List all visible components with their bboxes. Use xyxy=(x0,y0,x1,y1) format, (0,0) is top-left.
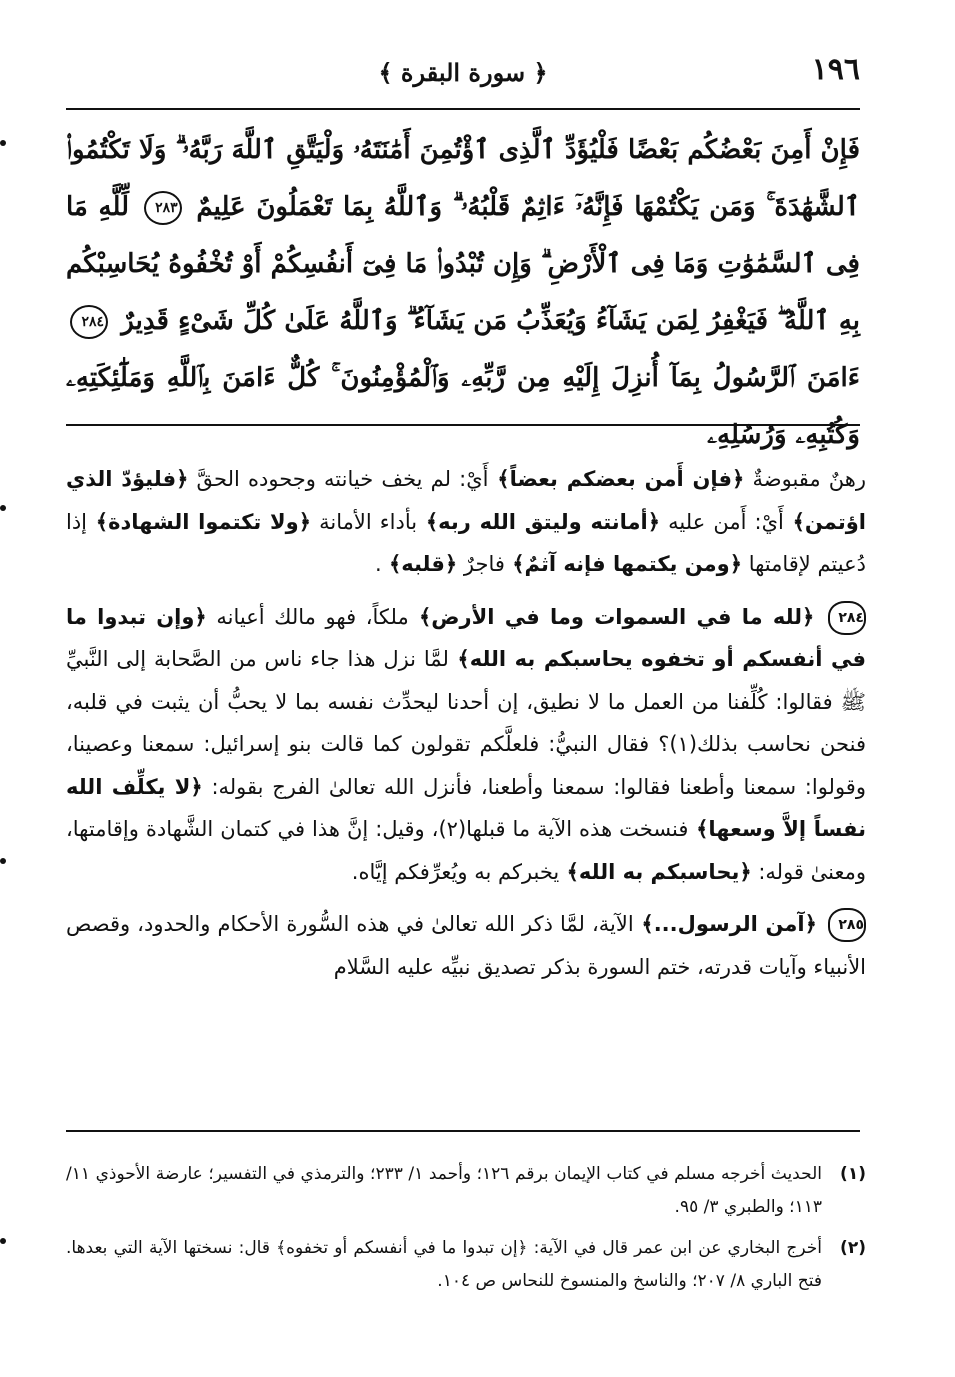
header-rule xyxy=(66,108,860,110)
footnotes xyxy=(66,1158,866,1306)
commentary-quote: ﴿أمانته وليتق الله ربه﴾ xyxy=(425,509,661,534)
commentary-text: بأداء الأمانة xyxy=(319,509,418,534)
quran-text xyxy=(66,122,860,450)
commentary-quote: ﴿قلبه﴾ xyxy=(388,552,458,576)
commentary-text: إذا دُعيتم لإقامتها xyxy=(66,509,866,576)
commentary-quote: ﴿ومن يكتمها فإنه آثمٌ﴾ xyxy=(512,552,743,576)
footnote-number: (٢) xyxy=(840,1238,866,1258)
footnote-number: (١) xyxy=(840,1164,866,1184)
commentary-paragraph xyxy=(66,458,866,586)
commentary-quote: ﴿لله ما في السموات وما في الأرض﴾ xyxy=(419,604,815,629)
commentary-text: الآية، لمَّا ذكر الله تعالىٰ في هذه السُّورة الأحكام والحدود، وقصص الأنبياء وآيات قدرته، ختم السورة بذكر تصديق نبيِّه عليه السَّلام xyxy=(66,912,866,979)
commentary-quote: ﴿وإن تبدوا ما في أنفسكم أو تخفوه يحاسبكم به الله﴾ xyxy=(66,604,866,671)
quran-segment: لِّلَّهِ مَا فِى ٱلسَّمَٰوَٰتِ وَمَا فِى ٱلْأَرْضِ ۗ وَإِن تُبْدُوا۟ مَا فِىٓ أَنفُسِكُمْ أَوْ تُخْفُوهُ يُحَاسِبْكُم بِهِ ٱللَّهُ ۖ فَيَغْفِرُ لِمَن يَشَآءُ وَيُعَذِّبُ مَن يَشَآءُ ۗ وَٱللَّهُ عَلَىٰ كُلِّ شَىْءٍ قَدِيرٌ xyxy=(66,192,860,336)
quran-segment: فَإِنْ أَمِنَ بَعْضُكُم بَعْضًا فَلْيُؤَدِّ ٱلَّذِى ٱؤْتُمِنَ أَمَٰنَتَهُۥ وَلْيَتَّقِ ٱللَّهَ رَبَّهُۥ ۗ وَلَا تَكْتُمُوا۟ ٱلشَّهَٰدَةَ ۚ وَمَن يَكْتُمْهَا فَإِنَّهُۥٓ ءَاثِمٌ قَلْبُهُۥ ۗ وَٱللَّهُ بِمَا تَعْمَلُونَ عَلِيمٌ xyxy=(66,135,860,222)
verse-number-marker: ٢٨٤ xyxy=(70,305,108,339)
surah-title: ﴿ سورة البقرة ﴾ xyxy=(378,58,548,87)
footnote xyxy=(66,1232,866,1298)
page-number: ١٩٦ xyxy=(811,52,860,87)
footnote xyxy=(66,1158,866,1224)
commentary-quote: ﴿آمن الرسول...﴾ xyxy=(641,912,817,936)
commentary-quote: ﴿يحاسبكم به الله﴾ xyxy=(566,859,752,884)
verse-number-badge: ٢٨٥ xyxy=(828,908,866,942)
scan-margin-mark xyxy=(0,505,6,511)
commentary-paragraph xyxy=(66,903,866,988)
commentary-text: . xyxy=(374,552,382,576)
footnote-text: الحديث أخرجه مسلم في كتاب الإيمان برقم ١٢٦؛ وأحمد ١/ ٢٣٣؛ والترمذي في التفسير؛ عارضة الأحوذي ١١/ ١١٣؛ والطبري ٣/ ٩٥. xyxy=(66,1164,822,1217)
scan-margin-mark xyxy=(0,140,6,146)
verse-number-badge: ٢٨٤ xyxy=(828,601,866,635)
commentary-text: فاجرٌ xyxy=(463,552,505,576)
commentary-paragraph xyxy=(66,596,866,894)
commentary-text: فنسخت هذه الآية ما قبلها(٢)، وقيل: إنَّ هذا في كتمان الشَّهادة وإقامتها، ومعنىٰ قوله: xyxy=(66,817,866,884)
commentary-text: ملكاً، فهو مالك أعيانه xyxy=(216,604,409,629)
quran-bottom-rule xyxy=(66,424,860,426)
scan-margin-mark xyxy=(0,858,6,864)
footnote-text: أخرج البخاري عن ابن عمر قال في الآية: ﴿إن تبدوا ما في أنفسكم أو تخفوه﴾ قال: نسختها الآية التي بعدها. فتح الباري ٨/ ٢٠٧؛ والناسخ والمنسوخ للنحاس ص ١٠٤. xyxy=(66,1238,822,1291)
commentary xyxy=(66,458,866,998)
verse-number-marker: ٢٨٣ xyxy=(144,191,182,225)
commentary-text: يخبركم به ويُعرِّفكم إيَّاه. xyxy=(351,859,560,884)
commentary-text: رهنٌ مقبوضةٌ xyxy=(752,467,866,491)
commentary-quote: ﴿فليؤدّ الذي اؤتمن﴾ xyxy=(66,467,866,534)
page-header xyxy=(66,52,860,96)
commentary-text: لمَّا نزل هذا جاء ناس من الصَّحابة إلى النَّبيِّ ﷺ فقالوا: كُلِّفنا من العمل ما لا نطيق، إن أحدنا ليحدِّث نفسه بما لا يحبُّ أن يثبت في قلبه، فنحن نحاسب بذلك(١)؟ فقال النبيُّ: فلعلَّكم تقولون كما قالت بنو إسرائيل: سمعنا وعصينا، وقولوا: سمعنا وأطعنا فقالوا: سمعنا وأطعنا، فأنزل الله تعالىٰ الفرج بقوله: xyxy=(66,647,866,799)
commentary-quote: ﴿ولا تكتموا الشهادة﴾ xyxy=(95,509,312,534)
commentary-quote: ﴿فإن أَمن بعضكم بعضاً﴾ xyxy=(497,467,745,491)
commentary-text: أَيْ: لم يخف خيانته وجحوده الحقَّ xyxy=(196,467,489,491)
commentary-text: أَيْ: أَمن عليه xyxy=(668,509,784,534)
quran-segment: ءَامَنَ ٱلرَّسُولُ بِمَآ أُنزِلَ إِلَيْهِ مِن رَّبِّهِۦ وَٱلْمُؤْمِنُونَ ۚ كُلٌّ ءَامَنَ بِٱللَّهِ وَمَلَٰٓئِكَتِهِۦ وَكُتُبِهِۦ وَرُسُلِهِۦ xyxy=(66,363,860,450)
footnote-rule xyxy=(66,1130,860,1132)
commentary-quote: ﴿لا يكلِّف الله نفساً إلاَّ وسعها﴾ xyxy=(66,774,867,841)
scan-margin-mark xyxy=(0,1238,6,1244)
